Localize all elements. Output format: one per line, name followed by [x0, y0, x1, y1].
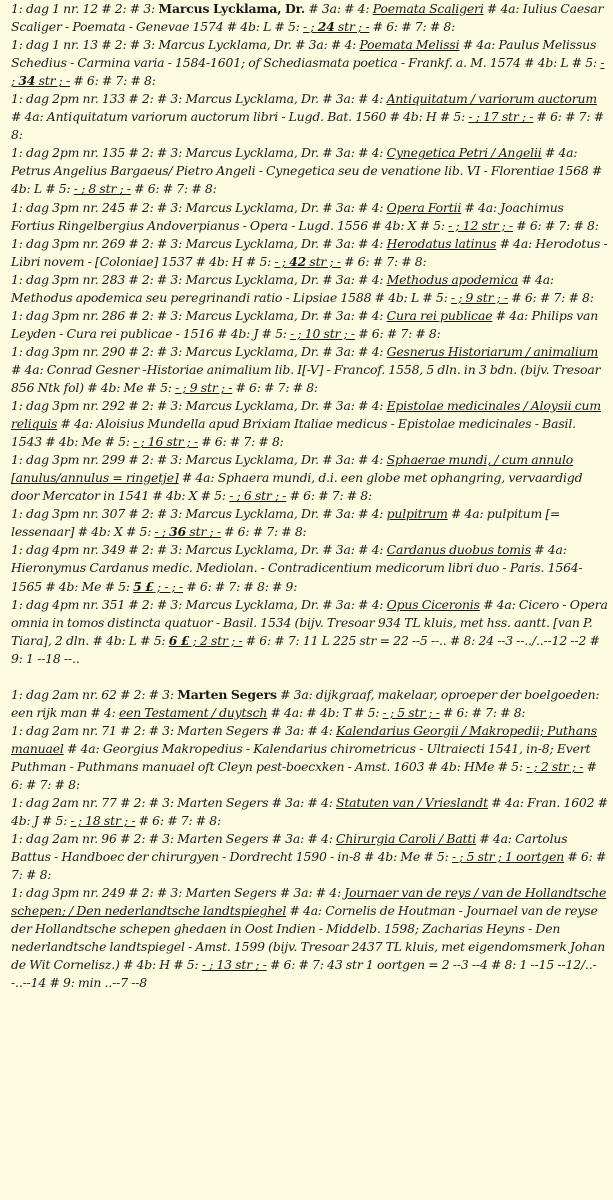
entry-emphasis: - ;	[11, 55, 605, 89]
entry-text: 1: dag 4pm nr. 351 # 2: # 3: Marcus Lycklama, Dr. # 3a: # 4:	[11, 596, 387, 612]
catalogue-entry	[11, 199, 609, 235]
owner-group	[11, 0, 609, 668]
entry-emphasis: Methodus apodemica	[386, 271, 519, 287]
entry-text: # 4a: Aloisius Mundella apud Brixiam Italiae medicus - Epistolae medicinales - Basil. 1543 # 4b: Me # 5:	[11, 416, 576, 450]
entry-emphasis: Herodatus latinus	[386, 235, 497, 251]
catalogue-entry	[11, 596, 609, 668]
entry-emphasis: - ; 17 str ; -	[468, 109, 534, 125]
entry-text: 1: dag 3pm nr. 283 # 2: # 3: Marcus Lycklama, Dr. # 3a: # 4:	[11, 271, 387, 287]
entry-emphasis: Marcus Lycklama, Dr.	[158, 1, 306, 16]
entry-emphasis: Cura rei publicae	[386, 307, 493, 323]
owner-group	[11, 686, 609, 993]
entry-emphasis: - ; 10 str ; -	[290, 325, 355, 341]
entry-emphasis: 34	[18, 73, 36, 89]
entry-emphasis: 24	[317, 19, 335, 35]
entry-text: # 6: # 7: 11 L 225 str = 22 --5 --.. # 8: 24 --3 --../..--12 --2 # 9: 1 --18 --..	[11, 632, 600, 666]
entry-emphasis: Marten Segers	[177, 686, 277, 702]
entry-emphasis: - ; 6 str ; -	[229, 488, 287, 504]
entry-emphasis: str ; -	[35, 73, 71, 89]
entry-text: # 6: # 7: # 8:	[220, 524, 307, 540]
catalogue-entry	[11, 90, 609, 144]
catalogue-entry	[11, 505, 609, 541]
entry-text: 1: dag 2am nr. 71 # 2: # 3: Marten Segers # 3a: # 4:	[11, 722, 337, 738]
entry-emphasis: - ; 9 str ; -	[175, 379, 233, 395]
entry-emphasis: 36	[169, 524, 187, 540]
catalogue-entry	[11, 722, 609, 794]
catalogue-entry	[11, 541, 609, 595]
entry-text: # 4a: Hieronymus Cardanus medic. Mediolan. - Contradicentium medicorum libri duo - Paris. 1564-1565 # 4b: Me # 5:	[11, 542, 583, 594]
entry-text: 1: dag 3pm nr. 245 # 2: # 3: Marcus Lycklama, Dr. # 3a: # 4:	[11, 199, 387, 215]
entry-emphasis: str ; -	[306, 253, 341, 269]
entry-text: # 6: # 7: # 8:	[513, 217, 599, 233]
entry-emphasis: een Testament / duytsch	[118, 704, 268, 720]
catalogue-entry	[11, 271, 609, 307]
entry-text: # 3a: dijkgraaf, makelaar, oproeper der boelgoeden: een rijk man # 4:	[11, 686, 600, 720]
entry-text: # 4a: Cartolus Battus - Handboec der chirurgyen - Dordrecht 1590 - in-8 # 4b: Me # 5:	[11, 831, 568, 865]
entry-text: # 6: # 7: # 8:	[198, 434, 284, 450]
entry-emphasis: - ;	[303, 19, 318, 35]
entry-text: # 6: # 7: # 8:	[11, 849, 607, 883]
entry-emphasis: Journaer van de reys / van de Hollandtsche schepen; / Den nederlandtsche landtspieghel	[11, 885, 607, 919]
entry-emphasis: Antiquitatum / variorum auctorum	[386, 91, 597, 107]
entry-text: # 4a: Joachimus Fortius Ringelbergius Andoverpianus - Opera - Lugd. 1556 # 4b: X # 5:	[11, 199, 564, 233]
entry-text: # 6: # 7: # 8:	[11, 758, 597, 792]
entry-text: # 4a: Philips van Leyden - Cura rei publicae - 1516 # 4b: J # 5:	[11, 307, 599, 341]
entry-emphasis: Statuten van / Vrieslandt	[336, 795, 488, 811]
entry-text: # 4a: Paulus Melissus Schedius - Carmina varia - 1584-1601; of Schediasmata poetica - Frankf. a. M. 1574 # 4b: L # 5:	[11, 37, 601, 71]
entry-emphasis: - ; 13 str ; -	[201, 957, 267, 973]
entry-emphasis: Kalendarius Georgii / Makropedii; Puthans manuael	[11, 722, 597, 756]
entry-text: 1: dag 1 nr. 12 # 2: # 3:	[11, 1, 159, 16]
entry-text: 1: dag 3pm nr. 269 # 2: # 3: Marcus Lycklama, Dr. # 3a: # 4:	[11, 235, 387, 251]
catalogue-entry	[11, 307, 609, 343]
entry-text: # 6: # 7: # 8:	[369, 19, 456, 35]
entry-text: # 6: # 7: # 8:	[135, 813, 222, 829]
entry-emphasis: Cynegetica Petri / Angelii	[386, 145, 542, 161]
entry-text: # 4a: Cicero - Opera omnia in tomos distincta quatuor - Basil. 1534 (bijv. Tresoar 934 TL kluis, met hss. aantt. [van P. Tiara], 2 dln. # 4b: L # 5:	[11, 596, 608, 648]
entry-text: # 6: # 7: 43 str 1 oortgen = 2 --3 --4 # 8: 1 --15 --12/..--..--14 # 9: min ..--7 --8	[11, 957, 597, 991]
entry-emphasis: Poemata Melissi	[359, 37, 460, 53]
entry-text: # 4a: Petrus Angelius Bargaeus/ Pietro Angeli - Cynegetica seu de venatione lib. VI - Florentiae 1568 # 4b: L # 5:	[11, 145, 603, 197]
catalogue-entry	[11, 451, 609, 505]
entry-emphasis: - ; 5 str ; -	[382, 704, 440, 720]
entry-text: 1: dag 3pm nr. 249 # 2: # 3: Marten Segers # 3a: # 4:	[11, 885, 345, 901]
entry-text: 1: dag 2pm nr. 135 # 2: # 3: Marcus Lycklama, Dr. # 3a: # 4:	[11, 145, 387, 161]
entry-emphasis: str ; -	[186, 524, 221, 540]
entry-text: # 6: # 7: # 8:	[354, 325, 441, 341]
entry-emphasis: Opera Fortii	[386, 199, 462, 215]
entry-text: 1: dag 2am nr. 62 # 2: # 3:	[11, 686, 178, 702]
entry-emphasis: - ; 18 str ; -	[70, 813, 136, 829]
catalogue-entry	[11, 0, 609, 36]
entry-text: # 4a: Conrad Gesner -Historiae animalium lib. I[-V] - Francof. 1558, 5 dln. in 3 bdn. (bijv. Tresoar 856 Ntk fol) # 4b: Me # 5:	[11, 361, 601, 395]
entry-text: 1: dag 3pm nr. 307 # 2: # 3: Marcus Lycklama, Dr. # 3a: # 4:	[11, 506, 387, 522]
catalogue-entry	[11, 343, 609, 397]
entry-emphasis: - ;	[274, 253, 290, 269]
entry-text: # 6: # 7: # 8:	[11, 109, 604, 143]
entry-emphasis: Sphaerae mundi, / cum annulo [anulus/annulus = ringetje]	[11, 452, 574, 486]
entry-text: # 6: # 7: # 8:	[439, 704, 526, 720]
catalogue-entry	[11, 235, 609, 271]
entry-emphasis: Poemata Scaligeri	[372, 1, 484, 16]
entry-emphasis: Gesnerus Historiarum / animalium	[386, 343, 599, 359]
entry-text: # 4a: Iulius Caesar Scaliger - Poemata - Genevae 1574 # 4b: L # 5:	[11, 1, 604, 35]
entry-emphasis: Cardanus duobus tomis	[386, 542, 531, 558]
entry-text: 1: dag 3pm nr. 286 # 2: # 3: Marcus Lycklama, Dr. # 3a: # 4:	[11, 307, 387, 323]
entry-text: 1: dag 4pm nr. 349 # 2: # 3: Marcus Lycklama, Dr. # 3a: # 4:	[11, 542, 387, 558]
entry-emphasis: 6 £	[168, 632, 190, 648]
entry-emphasis: pulpitrum	[386, 506, 448, 522]
catalogue-entry	[11, 794, 609, 830]
entry-text: 1: dag 2am nr. 77 # 2: # 3: Marten Segers # 3a: # 4:	[11, 795, 337, 811]
entry-text: # 4a: Sphaera mundi, d.i. een globe met ophangring, vervaardigd door Mercator in 1541 # 4b: X # 5:	[11, 470, 583, 504]
entry-text: # 4a: Herodotus - Libri novem - [Coloniae] 1537 # 4b: H # 5:	[11, 235, 608, 269]
entry-emphasis: ; - ; -	[153, 578, 184, 594]
entry-text: # 6: # 7: # 8: # 9:	[183, 578, 298, 594]
entry-emphasis: 5 £	[133, 578, 154, 594]
entry-emphasis: - ; 9 str ; -	[450, 289, 509, 305]
entry-emphasis: - ; 8 str ; -	[73, 181, 131, 197]
group-separator	[11, 668, 609, 686]
catalogue-entry	[11, 397, 609, 451]
entry-emphasis: 42	[289, 253, 307, 269]
entry-emphasis: - ; 5 str ; 1 oortgen	[451, 849, 565, 865]
entry-text: # 4a: Antiquitatum variorum auctorum libri - Lugd. Bat. 1560 # 4b: H # 5:	[11, 109, 469, 125]
entry-text: 1: dag 1 nr. 13 # 2: # 3: Marcus Lycklama, Dr. # 3a: # 4:	[11, 37, 360, 53]
entry-text: # 4a: Fran. 1602 # 4b: J # 5:	[11, 795, 608, 829]
entry-emphasis: - ; 12 str ; -	[448, 217, 514, 233]
entry-text: # 6: # 7: # 8:	[130, 181, 217, 197]
entry-emphasis: str ; -	[334, 19, 370, 35]
entry-text: # 4a: Georgius Makropedius - Kalendarius chirometricus - Ultraiecti 1541, in-8; Evert Puthman - Puthmans manuael oft Cleyn pest-boecxken - Amst. 1603 # 4b: HMe # 5:	[11, 740, 591, 774]
entry-text: 1: dag 2pm nr. 133 # 2: # 3: Marcus Lycklama, Dr. # 3a: # 4:	[11, 91, 387, 107]
entry-emphasis: - ; 2 str ; -	[526, 758, 584, 774]
catalogue-entry	[11, 830, 609, 884]
entry-emphasis: ; 2 str ; -	[189, 632, 243, 648]
catalogue-entry	[11, 686, 609, 722]
entry-text: # 3a: # 4:	[305, 1, 373, 16]
entry-emphasis: - ; 16 str ; -	[133, 434, 198, 450]
catalogue-entry	[11, 36, 609, 90]
catalogue-entry	[11, 144, 609, 198]
entry-emphasis: - ;	[154, 524, 170, 540]
entry-text: 1: dag 3pm nr. 292 # 2: # 3: Marcus Lycklama, Dr. # 3a: # 4:	[11, 398, 387, 414]
catalogue-entry	[11, 884, 609, 992]
entry-text: # 4a: # 4b: T # 5:	[267, 704, 383, 720]
entry-text: 1: dag 2am nr. 96 # 2: # 3: Marten Segers # 3a: # 4:	[11, 831, 337, 847]
entry-emphasis: Chirurgia Caroli / Batti	[336, 831, 477, 847]
entry-text: # 4a: Cornelis de Houtman - Journael van de reyse der Hollandtsche schepen ghedaen in Oost Indien - Middelb. 1598; Zacharias Heyns - Den nederlandtsche landtspiegel - Amst. 1599 (bijv. Tresoar 2437 TL kluis, met eigendomsmerk Johan de Wit Cornelisz.) # 4b: H # 5:	[11, 903, 606, 973]
entry-text: # 6: # 7: # 8:	[340, 253, 427, 269]
entry-text: # 6: # 7: # 8:	[70, 73, 156, 89]
entry-text: # 4a: Methodus apodemica seu peregrinandi ratio - Lipsiae 1588 # 4b: L # 5:	[11, 271, 554, 305]
entry-text: 1: dag 3pm nr. 290 # 2: # 3: Marcus Lycklama, Dr. # 3a: # 4:	[11, 343, 387, 359]
entry-text: # 4a: pulpitum [= lessenaar] # 4b: X # 5:	[11, 506, 561, 540]
entry-emphasis: Epistolae medicinales / Aloysii cum reliquis	[11, 398, 601, 432]
entry-emphasis: Opus Ciceronis	[386, 596, 480, 612]
entry-text: 1: dag 3pm nr. 299 # 2: # 3: Marcus Lycklama, Dr. # 3a: # 4:	[11, 452, 387, 468]
entry-text: # 6: # 7: # 8:	[508, 289, 594, 305]
entry-text: # 6: # 7: # 8:	[286, 488, 373, 504]
entry-text: # 6: # 7: # 8:	[232, 379, 318, 395]
